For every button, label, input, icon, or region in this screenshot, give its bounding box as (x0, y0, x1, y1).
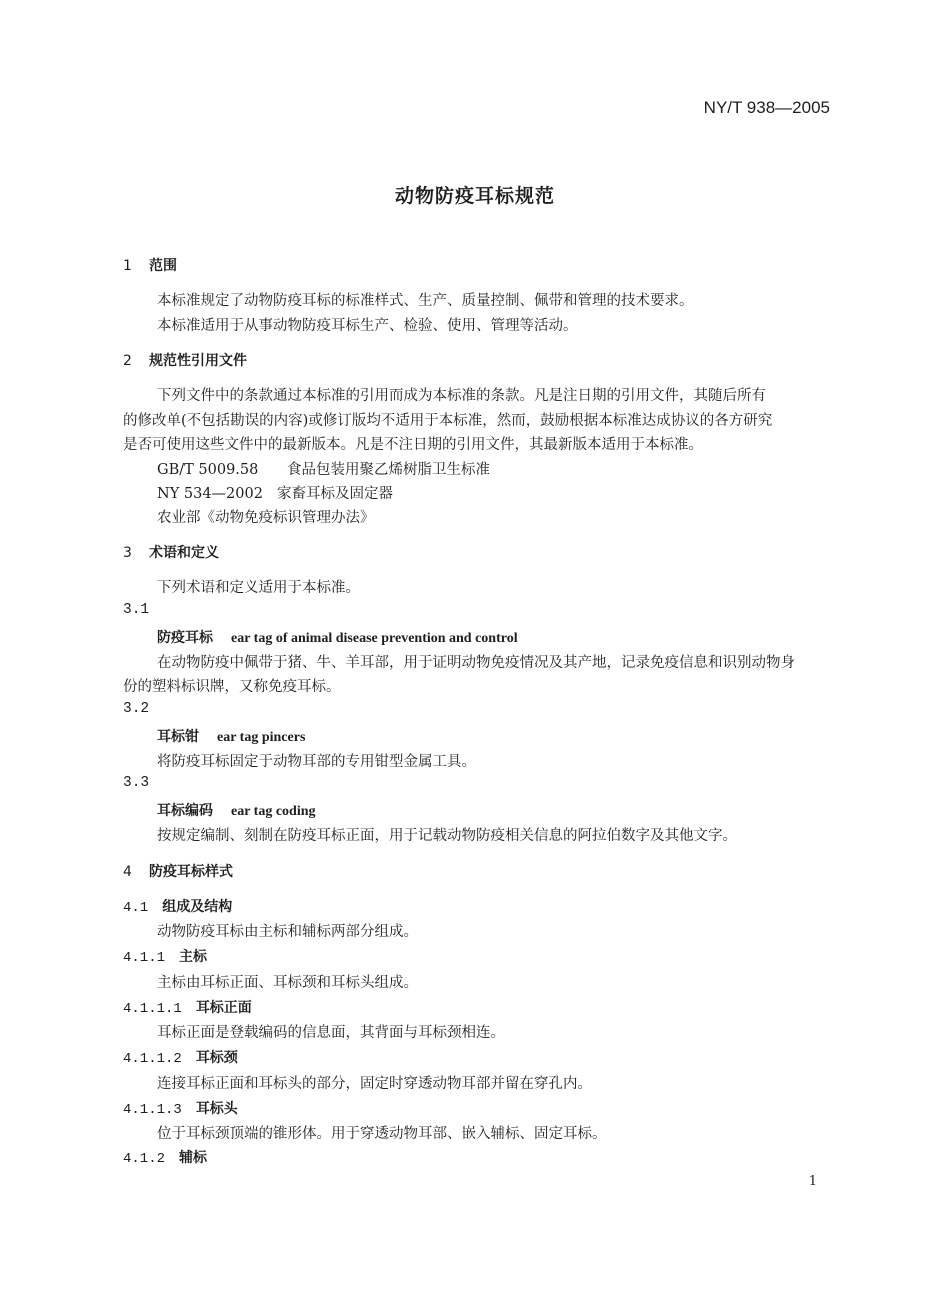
paragraph: 位于耳标颈顶端的锥形体。用于穿透动物耳部、嵌入辅标、固定耳标。 (157, 1126, 607, 1142)
paragraph: 连接耳标正面和耳标头的部分，固定时穿透动物耳部并留在穿孔内。 (157, 1076, 592, 1092)
term-heading (157, 800, 316, 820)
reference-code: NY 534—2002 (157, 486, 263, 502)
section-number: 1 (123, 258, 132, 274)
term-definition: 按规定编制、刻制在防疫耳标正面，用于记载动物防疫相关信息的阿拉伯数字及其他文字。 (157, 828, 737, 844)
term-heading (157, 726, 305, 746)
term-definition: 将防疫耳标固定于动物耳部的专用钳型金属工具。 (157, 754, 476, 770)
page-title: 动物防疫耳标规范 (394, 185, 555, 207)
section-2-heading (123, 350, 247, 370)
subsection-number: 4.1 (123, 900, 149, 916)
section-4-heading (123, 861, 233, 881)
reference-code: GB/T 5009.58 (157, 462, 259, 478)
term-en: ear tag of animal disease prevention and control (231, 631, 518, 646)
paragraph: 耳标正面是登载编码的信息面，其背面与耳标颈相连。 (157, 1025, 505, 1041)
subsection-heading (123, 1047, 238, 1067)
paragraph: 主标由耳标正面、耳标颈和耳标头组成。 (157, 975, 418, 991)
subsection-heading (123, 1147, 207, 1167)
subsection-number: 4.1.1 (123, 950, 166, 966)
reference-name: 食品包装用聚乙烯树脂卫生标准 (287, 462, 490, 478)
standard-code: NY/T 938—2005 (703, 98, 830, 117)
subsection-heading (123, 1098, 238, 1118)
term-zh: 防疫耳标 (157, 630, 213, 646)
paragraph: 本标准适用于从事动物防疫耳标生产、检验、使用、管理等活动。 (157, 318, 578, 334)
section-3-heading (123, 542, 219, 562)
subsection-number: 4.1.2 (123, 1151, 166, 1167)
subsection-number: 4.1.1.1 (123, 1001, 182, 1017)
paragraph: 下列术语和定义适用于本标准。 (157, 580, 360, 596)
subsection-heading (123, 946, 207, 966)
subsection-title: 组成及结构 (162, 899, 233, 915)
term-definition: 份的塑料标识牌，又称免疫耳标。 (123, 679, 341, 695)
term-definition: 在动物防疫中佩带于猪、牛、羊耳部，用于证明动物免疫情况及其产地，记录免疫信息和识别动物身 (157, 655, 795, 671)
reference-item (157, 506, 375, 527)
section-number: 3 (123, 545, 132, 561)
paragraph: 动物防疫耳标由主标和辅标两部分组成。 (157, 924, 418, 940)
section-title: 术语和定义 (149, 545, 219, 561)
subsection-title: 耳标正面 (195, 1000, 252, 1016)
section-number: 4 (123, 864, 132, 880)
section-title: 防疫耳标样式 (149, 864, 233, 880)
section-title: 范围 (149, 258, 177, 274)
subsection-number: 4.1.1.3 (123, 1102, 182, 1118)
subsection-heading (123, 896, 232, 916)
reference-item (157, 458, 490, 479)
reference-name: 家畜耳标及固定器 (277, 486, 393, 502)
subsection-number: 4.1.1.2 (123, 1051, 182, 1067)
subsection-title: 耳标颈 (195, 1050, 238, 1066)
term-zh: 耳标编码 (157, 803, 213, 819)
section-number: 2 (123, 353, 132, 369)
reference-item (157, 482, 393, 503)
term-en: ear tag pincers (217, 730, 306, 745)
subsection-title: 耳标头 (195, 1101, 238, 1117)
paragraph-line: 下列文件中的条款通过本标准的引用而成为本标准的条款。凡是注日期的引用文件，其随后所有 (157, 388, 766, 404)
paragraph-line: 是否可使用这些文件中的最新版本。凡是不注日期的引用文件，其最新版本适用于本标准。 (123, 437, 703, 453)
section-1-heading (123, 255, 177, 275)
term-number: 3.2 (123, 701, 150, 717)
reference-code: 农业部《动物免疫标识管理办法》 (157, 510, 375, 526)
term-number: 3.3 (123, 775, 150, 791)
paragraph-line: 的修改单(不包括勘误的内容)或修订版均不适用于本标准，然而，鼓励根据本标准达成协议的各方研究 (123, 413, 773, 429)
section-title: 规范性引用文件 (149, 353, 247, 369)
term-en: ear tag coding (231, 804, 316, 819)
term-heading (157, 627, 518, 647)
subsection-title: 主标 (179, 949, 208, 965)
page-number: 1 (808, 1174, 817, 1189)
subsection-heading (123, 997, 252, 1017)
subsection-title: 辅标 (179, 1150, 208, 1166)
term-zh: 耳标钳 (157, 729, 199, 745)
paragraph: 本标准规定了动物防疫耳标的标准样式、生产、质量控制、佩带和管理的技术要求。 (157, 293, 694, 309)
term-number: 3.1 (123, 602, 150, 618)
